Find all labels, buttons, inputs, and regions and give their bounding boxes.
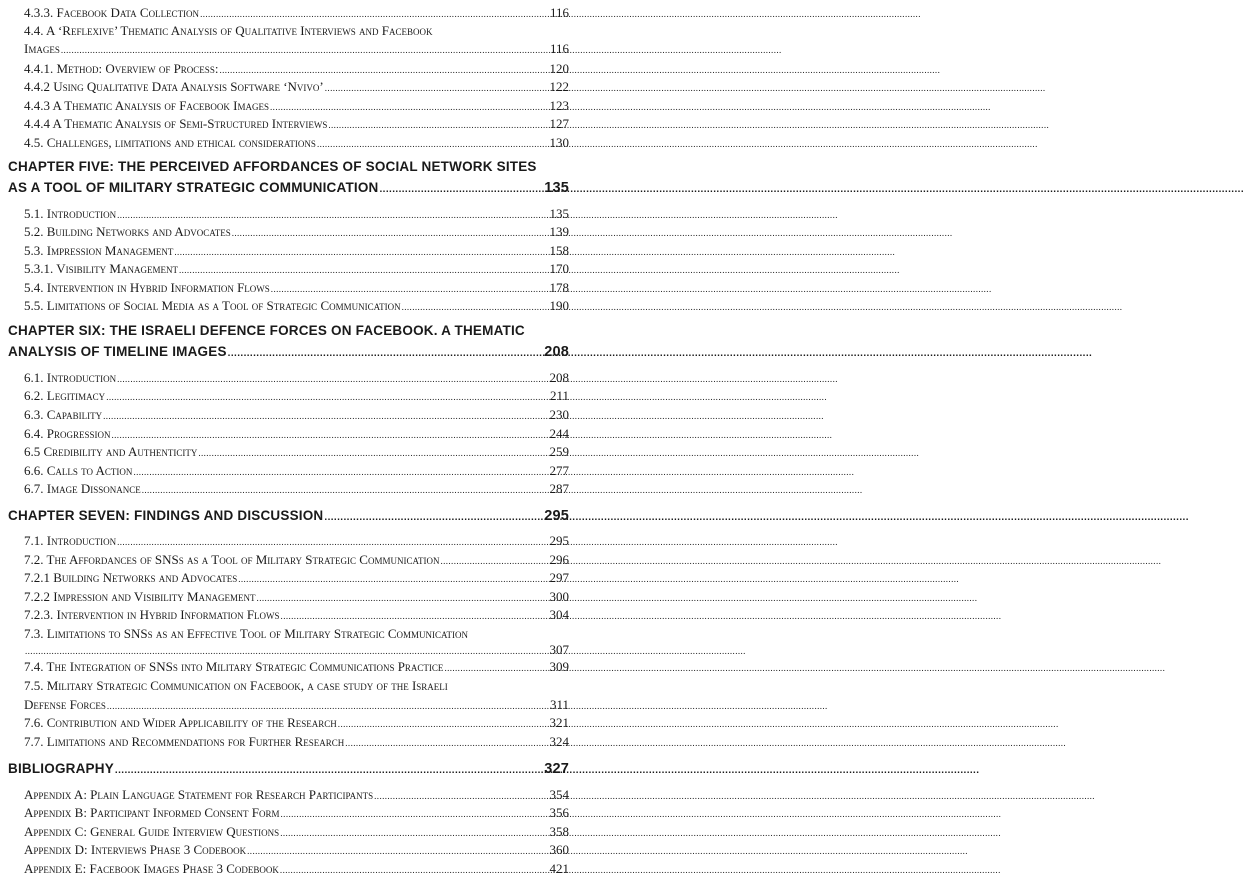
toc-entry-label: Appendix C: General Guide Interview Questions [24, 824, 280, 839]
toc-entry-label: 4.4.3 A Thematic Analysis of Facebook Images [24, 98, 270, 113]
toc-entry[interactable] [24, 641, 569, 659]
toc-entry-label: 7.6. Contribution and Wider Applicability of the Research [24, 715, 337, 730]
toc-entry[interactable] [24, 658, 569, 676]
toc-entry-label: 5.3. Impression Management [24, 243, 174, 258]
toc-entry[interactable] [24, 588, 569, 606]
leader-dots [238, 569, 548, 588]
toc-entry-line[interactable]: 7.3. Limitations to SNSs as an Effective Tool of Military Strategic Communication [24, 626, 469, 641]
toc-entry[interactable] [24, 406, 569, 424]
toc-entry[interactable] [24, 804, 569, 822]
toc-entry[interactable] [24, 369, 569, 387]
toc-entry[interactable] [24, 425, 569, 443]
toc-entry-label: 5.4. Intervention in Hybrid Information Flows [24, 280, 270, 295]
toc-entry-page: 178 [549, 280, 569, 295]
toc-entry-label: 6.7. Image Dissonance [24, 481, 141, 496]
toc-entry-page: 321 [549, 715, 569, 730]
chapter-heading[interactable] [8, 505, 569, 526]
toc-entry-page: 324 [549, 734, 569, 749]
toc-entry-page: 304 [549, 607, 569, 622]
toc-entry-label: 6.2. Legitimacy [24, 388, 106, 403]
toc-entry-label: Appendix E: Facebook Images Phase 3 Codebook [24, 861, 279, 876]
chapter-page: 327 [544, 761, 569, 777]
chapter-heading[interactable] [8, 177, 569, 198]
chapter-title: ANALYSIS OF TIMELINE IMAGES [8, 344, 227, 359]
leader-dots [228, 341, 544, 364]
toc-entry-label: 6.5 Credibility and Authenticity [24, 444, 198, 459]
toc-entry[interactable] [24, 733, 569, 751]
leader-dots [374, 786, 548, 805]
toc-entry-label: 4.4.1. Method: Overview of Process: [24, 61, 219, 76]
leader-dots [325, 78, 549, 97]
toc-entry[interactable] [24, 205, 569, 223]
toc-entry-page: 287 [549, 481, 569, 496]
toc-entry-label: 4.4.4 A Thematic Analysis of Semi-Structured Interviews [24, 116, 328, 131]
toc-entry-page: 360 [549, 842, 569, 857]
toc-entry-line[interactable]: 4.4. A ‘Reflexive’ Thematic Analysis of Qualitative Interviews and Facebook [24, 23, 433, 38]
leader-dots [380, 177, 544, 200]
toc-entry-label: 4.5. Challenges, limitations and ethical considerations [24, 135, 316, 150]
toc-entry[interactable] [24, 78, 569, 96]
toc-entry[interactable] [24, 223, 569, 241]
leader-dots [440, 551, 548, 570]
leader-dots [280, 823, 548, 842]
toc-entry-page: 311 [549, 697, 569, 712]
leader-dots [257, 588, 549, 607]
toc-entry[interactable] [24, 279, 569, 297]
leader-dots [247, 841, 548, 860]
leader-dots [61, 40, 549, 59]
toc-entry-label: Images [24, 41, 60, 56]
toc-entry[interactable] [24, 786, 569, 804]
toc-entry-page: 230 [549, 407, 569, 422]
toc-entry-label: 5.1. Introduction [24, 206, 117, 221]
toc-entry[interactable] [24, 297, 569, 315]
toc-entry-page: 158 [549, 243, 569, 258]
toc-entry-page: 309 [549, 659, 569, 674]
toc-entry[interactable] [24, 40, 569, 58]
toc-entry[interactable] [24, 532, 569, 550]
chapter-page: 208 [544, 344, 569, 360]
leader-dots [317, 134, 549, 153]
toc-entry-label: 5.3.1. Visibility Management [24, 261, 178, 276]
toc-entry-label: 4.4.2 Using Qualitative Data Analysis Software ‘Nvivo’ [24, 79, 324, 94]
toc-entry-label: 7.4. The Integration of SNSs into Military Strategic Communications Practice [24, 659, 444, 674]
toc-entry-page: 244 [549, 426, 569, 441]
leader-dots [345, 733, 548, 752]
toc-entry-page: 116 [549, 5, 569, 20]
toc-entry-label: 7.2.1 Building Networks and Advocates [24, 570, 238, 585]
leader-dots [179, 260, 549, 279]
toc-entry-label: 6.4. Progression [24, 426, 111, 441]
toc-entry[interactable] [24, 462, 569, 480]
toc-entry-page: 358 [549, 824, 569, 839]
leader-dots [328, 115, 548, 134]
toc-entry-label: 7.1. Introduction [24, 533, 117, 548]
toc-entry[interactable] [24, 387, 569, 405]
toc-entry-page: 259 [549, 444, 569, 459]
toc-entry-page: 307 [549, 642, 569, 657]
toc-entry-page: 130 [549, 135, 569, 150]
leader-dots [324, 505, 543, 528]
chapter-page: 135 [544, 180, 569, 196]
chapter-page: 295 [544, 508, 569, 524]
leader-dots [270, 97, 548, 116]
toc-entry[interactable] [24, 134, 569, 152]
chapter-heading-line[interactable]: CHAPTER SIX: THE ISRAELI DEFENCE FORCES ON FACEBOOK. A THEMATIC [8, 323, 525, 338]
toc-entry[interactable] [24, 480, 569, 498]
toc-entry-label: 7.2.2 Impression and Visibility Management [24, 589, 256, 604]
toc-entry-page: 296 [549, 552, 569, 567]
toc-entry-label: 6.1. Introduction [24, 370, 117, 385]
toc-entry-label: 5.2. Building Networks and Advocates [24, 224, 231, 239]
toc-entry-page: 208 [549, 370, 569, 385]
toc-entry-line[interactable]: 7.5. Military Strategic Communication on Facebook, a case study of the Israeli [24, 678, 448, 693]
toc-entry-page: 116 [549, 41, 569, 56]
toc-entry[interactable] [24, 97, 569, 115]
toc-entry-page: 354 [549, 787, 569, 802]
toc-entry-page: 170 [549, 261, 569, 276]
toc-entry[interactable] [24, 4, 569, 22]
toc-entry-page: 211 [549, 388, 569, 403]
leader-dots [338, 714, 549, 733]
toc-entry-page: 297 [549, 570, 569, 585]
toc-entry-label: 4.3.3. Facebook Data Collection [24, 5, 200, 20]
toc-entry-page: 295 [549, 533, 569, 548]
leader-dots [281, 606, 549, 625]
toc-entry[interactable] [24, 115, 569, 133]
leader-dots [444, 658, 548, 677]
toc-entry-label: 7.7. Limitations and Recommendations for Further Research [24, 734, 345, 749]
leader-dots [200, 4, 549, 23]
chapter-title: BIBLIOGRAPHY [8, 761, 114, 776]
toc-entry-page: 277 [549, 463, 569, 478]
toc-entry[interactable] [24, 242, 569, 260]
toc-entry[interactable] [24, 569, 569, 587]
toc-entry-page: 120 [549, 61, 569, 76]
toc-entry-page: 190 [549, 298, 569, 313]
leader-dots [402, 297, 549, 316]
leader-dots [117, 369, 548, 388]
toc-entry-label: 7.2.3. Intervention in Hybrid Information Flows [24, 607, 280, 622]
toc-entry-label: Appendix D: Interviews Phase 3 Codebook [24, 842, 247, 857]
toc-entry-page: 356 [549, 805, 569, 820]
chapter-title: CHAPTER SEVEN: FINDINGS AND DISCUSSION [8, 508, 324, 523]
toc-entry-label: 6.6. Calls to Action [24, 463, 133, 478]
toc-entry[interactable] [24, 60, 569, 78]
toc-entry[interactable] [24, 860, 569, 878]
leader-dots [280, 860, 549, 879]
toc-entry-page: 139 [549, 224, 569, 239]
leader-dots [142, 480, 549, 499]
toc-entry-label: 7.2. The Affordances of SNSs as a Tool of Military Strategic Communication [24, 552, 440, 567]
leader-dots [117, 532, 548, 551]
toc-entry-label: Appendix B: Participant Informed Consent Form [24, 805, 280, 820]
leader-dots [198, 443, 548, 462]
leader-dots [115, 758, 543, 781]
leader-dots [112, 425, 549, 444]
toc-entry[interactable] [24, 443, 569, 461]
toc-entry[interactable] [24, 841, 569, 859]
leader-dots [219, 60, 548, 79]
toc-entry[interactable] [24, 696, 569, 714]
toc-entry-page: 127 [549, 116, 569, 131]
toc-entry-page: 421 [549, 861, 569, 876]
toc-entry-page: 300 [549, 589, 569, 604]
toc-entry-page: 135 [549, 206, 569, 221]
toc-entry-page: 123 [549, 98, 569, 113]
leader-dots [117, 205, 548, 224]
chapter-title: AS A TOOL OF MILITARY STRATEGIC COMMUNICATION [8, 180, 379, 195]
toc-entry[interactable] [24, 260, 569, 278]
toc-entry[interactable] [24, 551, 569, 569]
leader-dots [232, 223, 549, 242]
toc-entry-label: 5.5. Limitations of Social Media as a Tool of Strategic Communication [24, 298, 401, 313]
leader-dots [174, 242, 548, 261]
leader-dots [107, 696, 549, 715]
toc-entry[interactable] [24, 714, 569, 732]
bibliography-heading[interactable] [8, 758, 569, 779]
toc-entry-label: Defense Forces [24, 697, 106, 712]
chapter-heading-line[interactable]: CHAPTER FIVE: THE PERCEIVED AFFORDANCES OF SOCIAL NETWORK SITES [8, 159, 537, 174]
leader-dots [106, 387, 549, 406]
toc-entry[interactable] [24, 606, 569, 624]
toc-entry-label: Appendix A: Plain Language Statement for Research Participants [24, 787, 374, 802]
chapter-heading[interactable] [8, 341, 569, 362]
toc-entry-page: 122 [549, 79, 569, 94]
leader-dots [281, 804, 549, 823]
toc-entry-label: 6.3. Capability [24, 407, 103, 422]
leader-dots [103, 406, 548, 425]
leader-dots [133, 462, 548, 481]
toc-entry[interactable] [24, 823, 569, 841]
leader-dots [271, 279, 549, 298]
